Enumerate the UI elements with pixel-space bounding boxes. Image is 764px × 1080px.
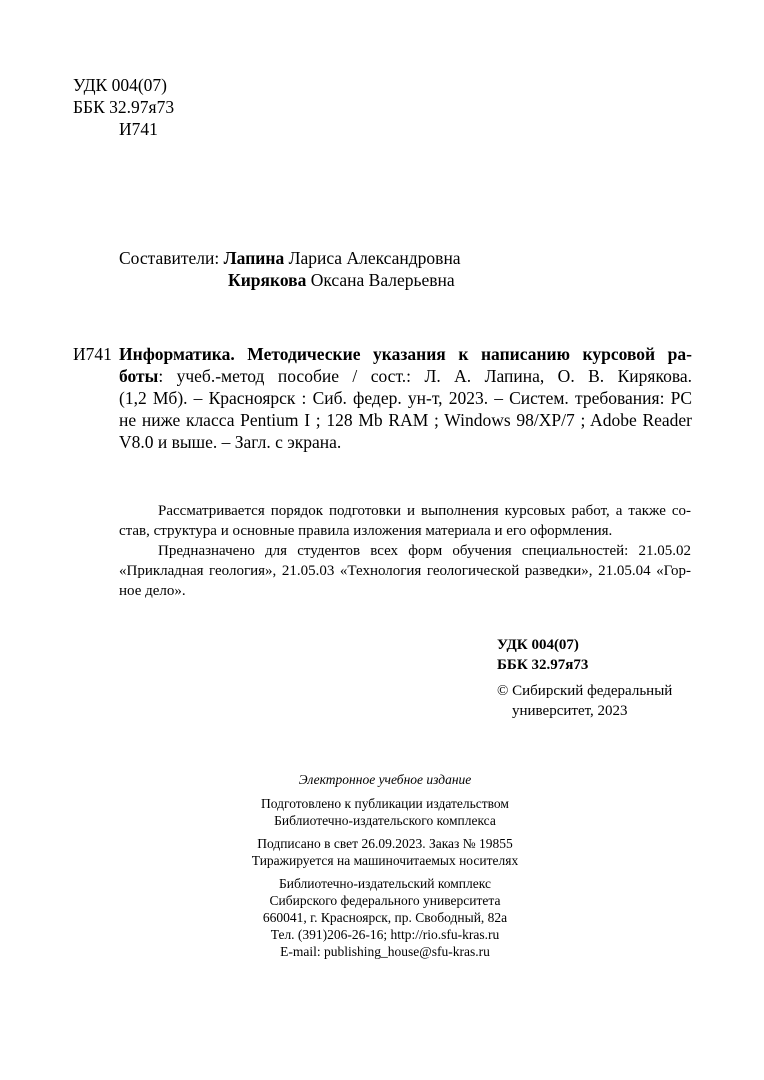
- publisher-phone: Тел. (391)206-26-16; http://rio.sfu-kras.ru: [270, 927, 500, 942]
- annotation-p1-line-1: Рассматривается порядок подготовки и выполнения курсовых работ, а также со-: [158, 503, 691, 519]
- catalog-line-5: V8.0 и выше. – Загл. с экрана.: [119, 432, 342, 452]
- catalog-line-2: [119, 365, 692, 387]
- annotation-p2-line-1: Предназначено для студентов всех форм обучения специальностей: 21.05.02: [158, 543, 691, 559]
- udk-code: УДК 004(07): [73, 75, 168, 95]
- publisher-address: 660041, г. Красноярск, пр. Свободный, 82а: [262, 910, 508, 925]
- catalog-line-4: не ниже класса Pentium I ; 128 Mb RAM ; Windows 98/XP/7 ; Adobe Reader: [119, 410, 692, 430]
- publisher-email: E-mail: publishing_house@sfu-kras.ru: [280, 944, 490, 959]
- compiler-2-name: Оксана Валерьевна: [310, 270, 455, 290]
- bbk-code: ББК 32.97я73: [73, 97, 175, 117]
- copyright-line-2: университет, 2023: [512, 703, 628, 719]
- annotation-p2-line-2: «Прикладная геология», 21.05.03 «Технология геологической разведки», 21.05.04 «Гор-: [119, 563, 691, 579]
- catalog-line-2-rest: : учеб.-метод пособие / сост.: Л. А. Лапина, О. В. Кирякова.: [158, 366, 692, 386]
- prepared-line-2: Библиотечно-издательского комплекса: [274, 813, 496, 828]
- compiler-2-surname: Кирякова: [228, 270, 307, 290]
- catalog-title-line-2: боты: [119, 366, 159, 386]
- publisher-line-2: Сибирского федерального университета: [269, 893, 501, 908]
- signed-line: Подписано в свет 26.09.2023. Заказ № 19855: [257, 836, 513, 851]
- prepared-line-1: Подготовлено к публикации издательством: [261, 796, 509, 811]
- author-sign: И741: [119, 119, 158, 139]
- annotation-p2-line-3: ное дело».: [119, 583, 186, 599]
- catalog-sign: И741: [73, 344, 112, 364]
- copyright-bbk: ББК 32.97я73: [497, 657, 589, 673]
- edition-type: Электронное учебное издание: [298, 772, 472, 787]
- copyright-line-1: © Сибирский федеральный: [497, 683, 673, 699]
- catalog-line-3: (1,2 Мб). – Красноярск : Сиб. федер. ун-т, 2023. – Систем. требования: PC: [119, 388, 692, 408]
- publisher-line-1: Библиотечно-издательский комплекс: [279, 876, 491, 891]
- compilers-label: Составители:: [119, 248, 220, 268]
- distributed-line: Тиражируется на машиночитаемых носителях: [251, 853, 519, 868]
- annotation-p1-line-2: став, структура и основные правила изложения материала и его оформления.: [119, 523, 613, 539]
- compiler-1-surname: Лапина: [223, 248, 285, 268]
- compilers-line-1: [119, 247, 461, 269]
- compiler-1-name: Лариса Александровна: [288, 248, 461, 268]
- catalog-title-line-1: Информатика. Методические указания к написанию курсовой ра-: [119, 344, 692, 364]
- compilers-line-2: [228, 269, 455, 291]
- copyright-udk: УДК 004(07): [497, 637, 579, 653]
